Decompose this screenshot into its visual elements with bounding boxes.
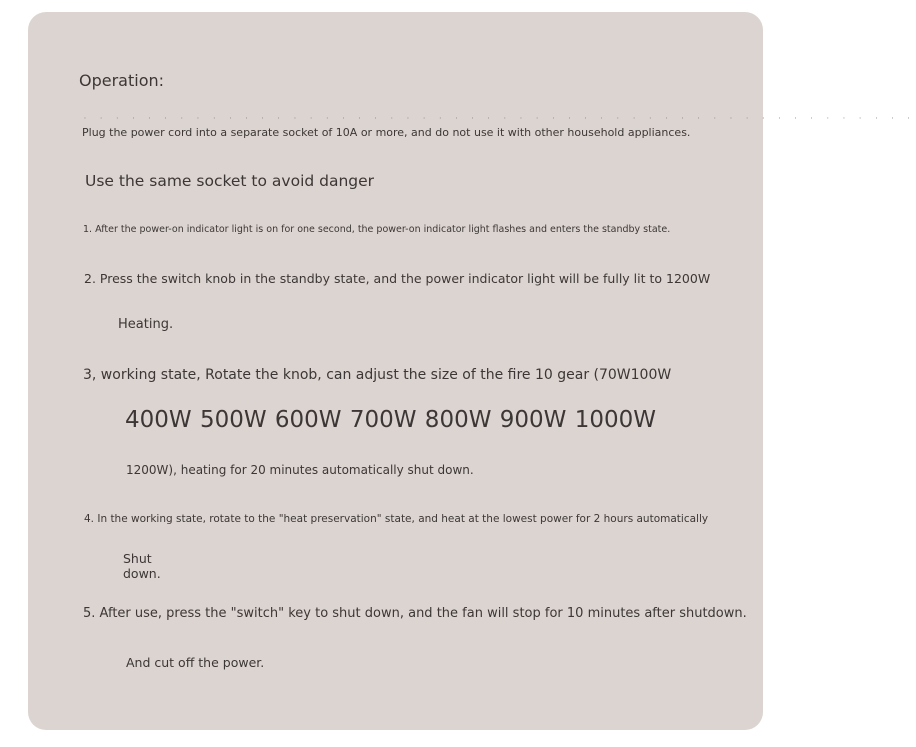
instruction-line-8: 1200W), heating for 20 minutes automatically shut down. — [126, 463, 474, 477]
instruction-card — [28, 12, 916, 730]
instruction-line-10a: Shut — [123, 551, 152, 566]
operation-title: Operation: — [79, 71, 165, 90]
instruction-line-6: 3, working state, Rotate the knob, can adjust the size of the fire 10 gear (70W100W — [83, 367, 672, 383]
faint-text-line: ' ' ' ' ' ' ' ' ' ' ' ' ' ' ' ' ' ' ' ' ' ' ' ' ' ' ' ' ' ' ' ' ' ' ' ' ' ' ' ' ' ' ' ' ' ' ' ' ' ' ' ' — [84, 116, 916, 124]
instruction-line-3: 1. After the power-on indicator light is on for one second, the power-on indicator light flashes and enters the standby state. — [83, 224, 671, 235]
instruction-line-11: 5. After use, press the "switch" key to shut down, and the fan will stop for 10 minutes after shutdown. — [83, 606, 747, 621]
instruction-line-12: And cut off the power. — [126, 655, 265, 670]
instruction-line-1: Plug the power cord into a separate socket of 10A or more, and do not use it with other household appliances. — [82, 126, 691, 139]
instruction-line-9: 4. In the working state, rotate to the "heat preservation" state, and heat at the lowest power for 2 hours automatically — [84, 513, 709, 525]
instruction-line-10b: down. — [123, 566, 161, 581]
power-levels-line: 400W 500W 600W 700W 800W 900W 1000W — [125, 407, 656, 433]
instruction-line-4: 2. Press the switch knob in the standby state, and the power indicator light will be fully lit to 1200W — [84, 271, 711, 286]
instruction-line-5: Heating. — [118, 317, 174, 332]
instruction-line-2: Use the same socket to avoid danger — [85, 172, 375, 190]
